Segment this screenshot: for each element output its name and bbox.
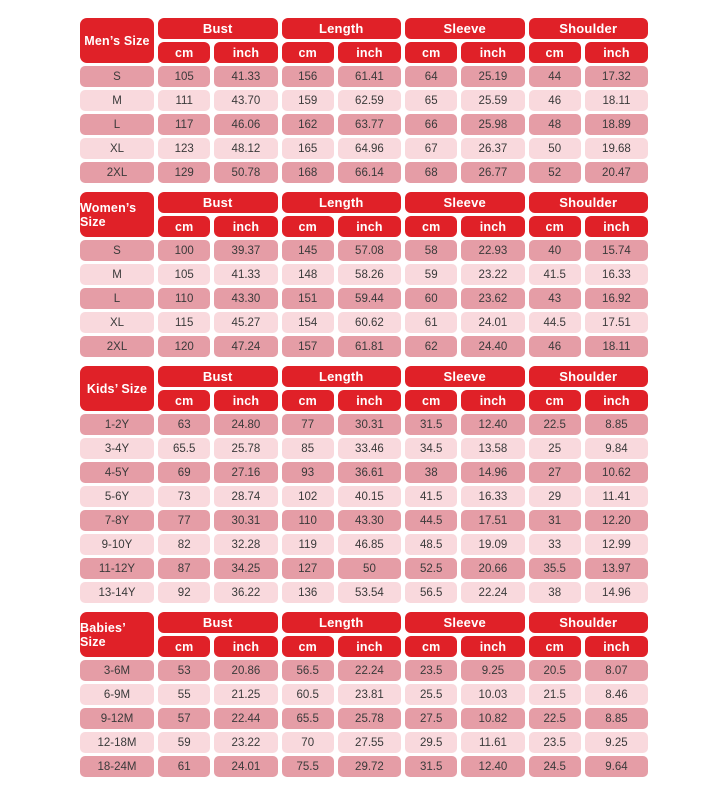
size-column-header-mens-size: Men’s Size [80,18,154,63]
cell-value: 21.25 [214,684,277,705]
cell-value: 22.93 [461,240,524,261]
cell-value: 53 [158,660,210,681]
group-header-bust: Bust [158,366,278,387]
unit-header-length-cm: cm [282,216,334,237]
cell-value: 119 [282,534,334,555]
cell-value: 24.40 [461,336,524,357]
cell-value: 19.68 [585,138,648,159]
cell-value: 15.74 [585,240,648,261]
cell-value: 41.5 [405,486,457,507]
cell-value: 44 [529,66,581,87]
cell-value: 123 [158,138,210,159]
cell-value: 17.51 [585,312,648,333]
size-table-mens-size [80,18,648,183]
cell-value: 12.20 [585,510,648,531]
cell-value: 9.25 [461,660,524,681]
cell-value: 58.26 [338,264,401,285]
row-size-label: XL [80,312,154,333]
cell-value: 35.5 [529,558,581,579]
cell-value: 136 [282,582,334,603]
cell-value: 34.25 [214,558,277,579]
group-header-length: Length [282,192,402,213]
cell-value: 66 [405,114,457,135]
cell-value: 57 [158,708,210,729]
unit-header-sleeve-cm: cm [405,636,457,657]
cell-value: 127 [282,558,334,579]
cell-value: 148 [282,264,334,285]
cell-value: 48.5 [405,534,457,555]
group-header-shoulder: Shoulder [529,366,649,387]
cell-value: 41.33 [214,264,277,285]
cell-value: 31.5 [405,756,457,777]
size-table-grid-babies-size [80,612,648,777]
cell-value: 60.62 [338,312,401,333]
cell-value: 102 [282,486,334,507]
row-size-label: 6-9M [80,684,154,705]
cell-value: 63 [158,414,210,435]
cell-value: 28.74 [214,486,277,507]
cell-value: 46.06 [214,114,277,135]
cell-value: 21.5 [529,684,581,705]
unit-header-bust-cm: cm [158,390,210,411]
size-table-grid-womens-size [80,192,648,357]
cell-value: 40 [529,240,581,261]
size-table-kids-size [80,366,648,603]
row-size-label: 13-14Y [80,582,154,603]
row-size-label: S [80,240,154,261]
cell-value: 60.5 [282,684,334,705]
cell-value: 52.5 [405,558,457,579]
unit-header-shoulder-inch: inch [585,216,648,237]
cell-value: 8.46 [585,684,648,705]
cell-value: 40.15 [338,486,401,507]
cell-value: 41.5 [529,264,581,285]
cell-value: 46.85 [338,534,401,555]
row-size-label: 3-6M [80,660,154,681]
cell-value: 31.5 [405,414,457,435]
cell-value: 23.62 [461,288,524,309]
cell-value: 48 [529,114,581,135]
group-header-bust: Bust [158,612,278,633]
row-size-label: 2XL [80,336,154,357]
row-size-label: XL [80,138,154,159]
cell-value: 69 [158,462,210,483]
unit-header-bust-inch: inch [214,216,277,237]
cell-value: 23.81 [338,684,401,705]
group-header-length: Length [282,366,402,387]
cell-value: 64 [405,66,457,87]
cell-value: 59 [405,264,457,285]
cell-value: 57.08 [338,240,401,261]
unit-header-sleeve-cm: cm [405,216,457,237]
cell-value: 25.5 [405,684,457,705]
unit-header-bust-cm: cm [158,42,210,63]
cell-value: 41.33 [214,66,277,87]
cell-value: 38 [405,462,457,483]
cell-value: 44.5 [529,312,581,333]
unit-header-bust-cm: cm [158,636,210,657]
cell-value: 63.77 [338,114,401,135]
cell-value: 55 [158,684,210,705]
cell-value: 67 [405,138,457,159]
unit-header-length-inch: inch [338,42,401,63]
cell-value: 13.97 [585,558,648,579]
cell-value: 9.64 [585,756,648,777]
cell-value: 38 [529,582,581,603]
cell-value: 64.96 [338,138,401,159]
cell-value: 20.66 [461,558,524,579]
size-table-babies-size [80,612,648,777]
cell-value: 25 [529,438,581,459]
cell-value: 151 [282,288,334,309]
row-size-label: L [80,288,154,309]
cell-value: 145 [282,240,334,261]
size-table-grid-mens-size [80,18,648,183]
row-size-label: 11-12Y [80,558,154,579]
row-size-label: M [80,264,154,285]
unit-header-shoulder-cm: cm [529,42,581,63]
cell-value: 12.99 [585,534,648,555]
cell-value: 26.77 [461,162,524,183]
cell-value: 12.40 [461,756,524,777]
cell-value: 23.22 [461,264,524,285]
cell-value: 18.11 [585,90,648,111]
cell-value: 26.37 [461,138,524,159]
row-size-label: 4-5Y [80,462,154,483]
cell-value: 120 [158,336,210,357]
row-size-label: 1-2Y [80,414,154,435]
row-size-label: 5-6Y [80,486,154,507]
cell-value: 25.98 [461,114,524,135]
unit-header-bust-inch: inch [214,636,277,657]
unit-header-shoulder-inch: inch [585,390,648,411]
unit-header-length-inch: inch [338,390,401,411]
cell-value: 59 [158,732,210,753]
cell-value: 36.61 [338,462,401,483]
cell-value: 85 [282,438,334,459]
cell-value: 33.46 [338,438,401,459]
cell-value: 46 [529,336,581,357]
cell-value: 87 [158,558,210,579]
cell-value: 8.85 [585,708,648,729]
cell-value: 61.81 [338,336,401,357]
unit-header-shoulder-cm: cm [529,216,581,237]
cell-value: 29 [529,486,581,507]
cell-value: 9.25 [585,732,648,753]
cell-value: 31 [529,510,581,531]
row-size-label: M [80,90,154,111]
cell-value: 25.59 [461,90,524,111]
cell-value: 93 [282,462,334,483]
cell-value: 129 [158,162,210,183]
cell-value: 11.41 [585,486,648,507]
cell-value: 43 [529,288,581,309]
cell-value: 30.31 [338,414,401,435]
cell-value: 61 [405,312,457,333]
cell-value: 27.55 [338,732,401,753]
cell-value: 73 [158,486,210,507]
cell-value: 36.22 [214,582,277,603]
cell-value: 10.62 [585,462,648,483]
cell-value: 111 [158,90,210,111]
cell-value: 33 [529,534,581,555]
cell-value: 77 [158,510,210,531]
unit-header-sleeve-inch: inch [461,636,524,657]
cell-value: 43.70 [214,90,277,111]
cell-value: 65 [405,90,457,111]
cell-value: 14.96 [461,462,524,483]
row-size-label: 12-18M [80,732,154,753]
cell-value: 75.5 [282,756,334,777]
cell-value: 24.5 [529,756,581,777]
cell-value: 50 [338,558,401,579]
row-size-label: 9-12M [80,708,154,729]
cell-value: 45.27 [214,312,277,333]
group-header-shoulder: Shoulder [529,18,649,39]
cell-value: 14.96 [585,582,648,603]
unit-header-length-inch: inch [338,216,401,237]
cell-value: 24.01 [214,756,277,777]
unit-header-sleeve-cm: cm [405,42,457,63]
row-size-label: 18-24M [80,756,154,777]
cell-value: 10.82 [461,708,524,729]
cell-value: 34.5 [405,438,457,459]
cell-value: 18.89 [585,114,648,135]
unit-header-sleeve-cm: cm [405,390,457,411]
cell-value: 8.07 [585,660,648,681]
cell-value: 9.84 [585,438,648,459]
cell-value: 92 [158,582,210,603]
cell-value: 68 [405,162,457,183]
cell-value: 23.5 [529,732,581,753]
cell-value: 23.22 [214,732,277,753]
unit-header-length-cm: cm [282,636,334,657]
cell-value: 12.40 [461,414,524,435]
cell-value: 25.19 [461,66,524,87]
cell-value: 25.78 [214,438,277,459]
cell-value: 168 [282,162,334,183]
cell-value: 165 [282,138,334,159]
size-column-header-babies-size: Babies’ Size [80,612,154,657]
cell-value: 50 [529,138,581,159]
cell-value: 22.44 [214,708,277,729]
row-size-label: 3-4Y [80,438,154,459]
cell-value: 22.24 [338,660,401,681]
cell-value: 27 [529,462,581,483]
group-header-length: Length [282,612,402,633]
group-header-bust: Bust [158,192,278,213]
cell-value: 39.37 [214,240,277,261]
cell-value: 62 [405,336,457,357]
group-header-sleeve: Sleeve [405,366,525,387]
size-table-grid-kids-size [80,366,648,603]
cell-value: 29.72 [338,756,401,777]
cell-value: 50.78 [214,162,277,183]
cell-value: 48.12 [214,138,277,159]
cell-value: 110 [282,510,334,531]
row-size-label: L [80,114,154,135]
cell-value: 61.41 [338,66,401,87]
cell-value: 22.24 [461,582,524,603]
cell-value: 162 [282,114,334,135]
cell-value: 159 [282,90,334,111]
cell-value: 22.5 [529,708,581,729]
unit-header-length-cm: cm [282,390,334,411]
cell-value: 17.32 [585,66,648,87]
size-tables-container [80,18,648,777]
unit-header-bust-inch: inch [214,390,277,411]
size-column-header-womens-size: Women’s Size [80,192,154,237]
cell-value: 43.30 [214,288,277,309]
cell-value: 16.33 [585,264,648,285]
unit-header-sleeve-inch: inch [461,216,524,237]
group-header-sleeve: Sleeve [405,18,525,39]
group-header-shoulder: Shoulder [529,192,649,213]
group-header-bust: Bust [158,18,278,39]
cell-value: 60 [405,288,457,309]
cell-value: 17.51 [461,510,524,531]
size-column-header-kids-size: Kids’ Size [80,366,154,411]
unit-header-shoulder-inch: inch [585,42,648,63]
cell-value: 82 [158,534,210,555]
cell-value: 52 [529,162,581,183]
cell-value: 65.5 [158,438,210,459]
cell-value: 105 [158,66,210,87]
cell-value: 61 [158,756,210,777]
cell-value: 66.14 [338,162,401,183]
cell-value: 65.5 [282,708,334,729]
cell-value: 77 [282,414,334,435]
size-table-womens-size [80,192,648,357]
cell-value: 47.24 [214,336,277,357]
cell-value: 25.78 [338,708,401,729]
cell-value: 30.31 [214,510,277,531]
cell-value: 105 [158,264,210,285]
cell-value: 19.09 [461,534,524,555]
cell-value: 59.44 [338,288,401,309]
cell-value: 154 [282,312,334,333]
cell-value: 22.5 [529,414,581,435]
cell-value: 20.5 [529,660,581,681]
unit-header-shoulder-cm: cm [529,636,581,657]
cell-value: 27.5 [405,708,457,729]
cell-value: 29.5 [405,732,457,753]
cell-value: 110 [158,288,210,309]
unit-header-sleeve-inch: inch [461,42,524,63]
row-size-label: 9-10Y [80,534,154,555]
cell-value: 20.47 [585,162,648,183]
unit-header-sleeve-inch: inch [461,390,524,411]
cell-value: 117 [158,114,210,135]
cell-value: 24.01 [461,312,524,333]
cell-value: 18.11 [585,336,648,357]
cell-value: 53.54 [338,582,401,603]
unit-header-shoulder-cm: cm [529,390,581,411]
cell-value: 23.5 [405,660,457,681]
cell-value: 27.16 [214,462,277,483]
row-size-label: 2XL [80,162,154,183]
cell-value: 32.28 [214,534,277,555]
unit-header-length-cm: cm [282,42,334,63]
cell-value: 100 [158,240,210,261]
cell-value: 10.03 [461,684,524,705]
cell-value: 20.86 [214,660,277,681]
group-header-shoulder: Shoulder [529,612,649,633]
cell-value: 11.61 [461,732,524,753]
cell-value: 16.33 [461,486,524,507]
unit-header-length-inch: inch [338,636,401,657]
group-header-sleeve: Sleeve [405,192,525,213]
unit-header-shoulder-inch: inch [585,636,648,657]
row-size-label: 7-8Y [80,510,154,531]
cell-value: 44.5 [405,510,457,531]
cell-value: 70 [282,732,334,753]
cell-value: 62.59 [338,90,401,111]
row-size-label: S [80,66,154,87]
group-header-length: Length [282,18,402,39]
cell-value: 13.58 [461,438,524,459]
cell-value: 56.5 [282,660,334,681]
cell-value: 16.92 [585,288,648,309]
cell-value: 46 [529,90,581,111]
cell-value: 24.80 [214,414,277,435]
cell-value: 156 [282,66,334,87]
cell-value: 157 [282,336,334,357]
cell-value: 115 [158,312,210,333]
group-header-sleeve: Sleeve [405,612,525,633]
unit-header-bust-cm: cm [158,216,210,237]
cell-value: 58 [405,240,457,261]
cell-value: 56.5 [405,582,457,603]
cell-value: 43.30 [338,510,401,531]
unit-header-bust-inch: inch [214,42,277,63]
cell-value: 8.85 [585,414,648,435]
